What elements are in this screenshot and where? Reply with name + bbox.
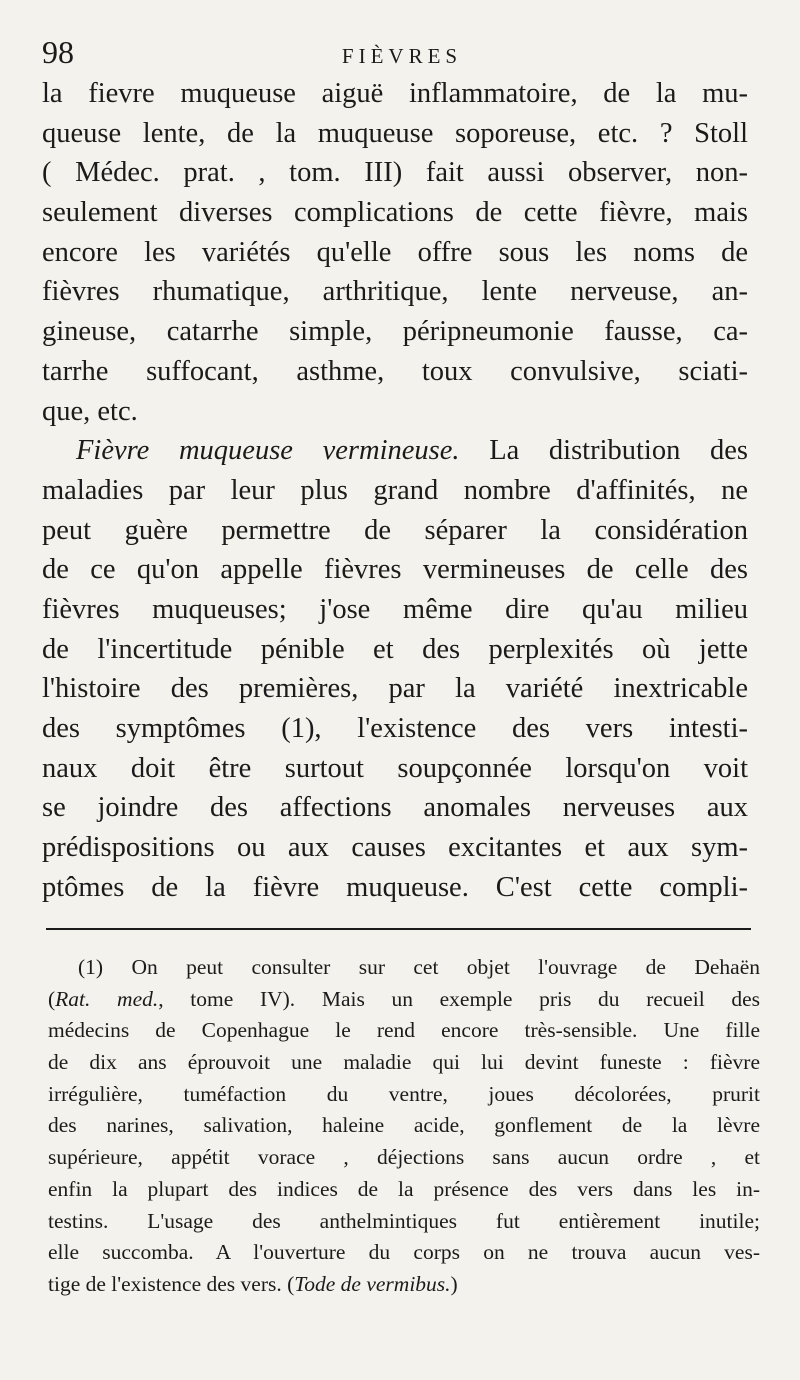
text-line: ( Médec. prat. , tom. III) fait aussi observer, non- — [42, 157, 748, 189]
footnote-line: de dix ans éprouvoit une maladie qui lui devint funeste : fièvre — [48, 1050, 760, 1075]
page-number: 98 — [42, 34, 74, 70]
footnote-line — [48, 984, 760, 1016]
running-head: FIÈVRES — [341, 44, 463, 68]
footnote-line: (1) On peut consulter sur cet objet l'ouvrage de Dehaën — [78, 955, 760, 979]
text-fragment: tige de l'existence des vers. ( — [48, 1271, 295, 1296]
text-line: naux doit être surtout soupçonnée lorsqu'on voit — [42, 752, 748, 784]
text-fragment: , tome IV). Mais un exemple pris du recueil des — [158, 986, 760, 1011]
text-line: fièvres muqueuses; j'ose même dire qu'au milieu — [42, 593, 748, 625]
text-fragment: ( — [48, 986, 56, 1011]
text-line: tarrhe suffocant, asthme, toux convulsive, sciati- — [42, 355, 748, 387]
main-text — [42, 74, 748, 907]
paragraph-first-line — [42, 431, 748, 471]
footnote-line: médecins de Copenhague le rend encore très-sensible. Une fille — [48, 1018, 760, 1043]
text-line: des symptômes (1), l'existence des vers intesti- — [42, 713, 748, 744]
footnote-line: irrégulière, tuméfaction du ventre, joues décolorées, prurit — [48, 1081, 760, 1106]
footnote — [48, 952, 760, 1301]
citation-title: Rat. med. — [55, 986, 159, 1011]
text-line: que, etc. — [42, 395, 138, 427]
footnote-line — [48, 1269, 760, 1301]
text-line: la fievre muqueuse aiguë inflammatoire, de la mu- — [42, 78, 748, 109]
text-line: de ce qu'on appelle fièvres vermineuses de celle des — [42, 554, 748, 586]
footnote-line: testins. L'usage des anthelmintiques fut entièrement inutile; — [48, 1208, 760, 1233]
text-fragment: ) — [450, 1271, 458, 1296]
text-line: maladies par leur plus grand nombre d'affinités, ne — [42, 474, 748, 506]
text-fragment: La distribution des — [459, 435, 749, 467]
text-line: ptômes de la fièvre muqueuse. C'est cette compli- — [42, 871, 748, 903]
text-line: se joindre des affections anomales nerveuses aux — [42, 792, 748, 824]
footnote-line: supérieure, appétit vorace , déjections sans aucun ordre , et — [48, 1145, 760, 1170]
text-line: de l'incertitude pénible et des perplexités où jette — [42, 633, 748, 665]
text-line: prédispositions ou aux causes excitantes et aux sym- — [42, 832, 748, 864]
footnote-line: enfin la plupart des indices de la présence des vers dans les in- — [48, 1176, 760, 1201]
section-heading: Fièvre muqueuse vermineuse. — [76, 435, 460, 467]
text-line: encore les variétés qu'elle offre sous les noms de — [42, 236, 748, 268]
text-line: peut guère permettre de séparer la considération — [42, 514, 748, 546]
footnote-line: des narines, salivation, haleine acide, gonflement de la lèvre — [48, 1113, 760, 1138]
text-line: l'histoire des premières, par la variété inextricable — [42, 673, 748, 705]
footnote-line: elle succomba. A l'ouverture du corps on ne trouva aucun ves- — [48, 1240, 760, 1265]
text-line: fièvres rhumatique, arthritique, lente nerveuse, an- — [42, 276, 748, 308]
text-line: queuse lente, de la muqueuse soporeuse, etc. ? Stoll — [42, 117, 748, 149]
citation-title: Tode de vermibus. — [294, 1271, 451, 1296]
text-line: gineuse, catarrhe simple, péripneumonie fausse, ca- — [42, 316, 748, 348]
footnote-divider — [46, 928, 751, 930]
text-line: seulement diverses complications de cette fièvre, mais — [42, 197, 748, 229]
